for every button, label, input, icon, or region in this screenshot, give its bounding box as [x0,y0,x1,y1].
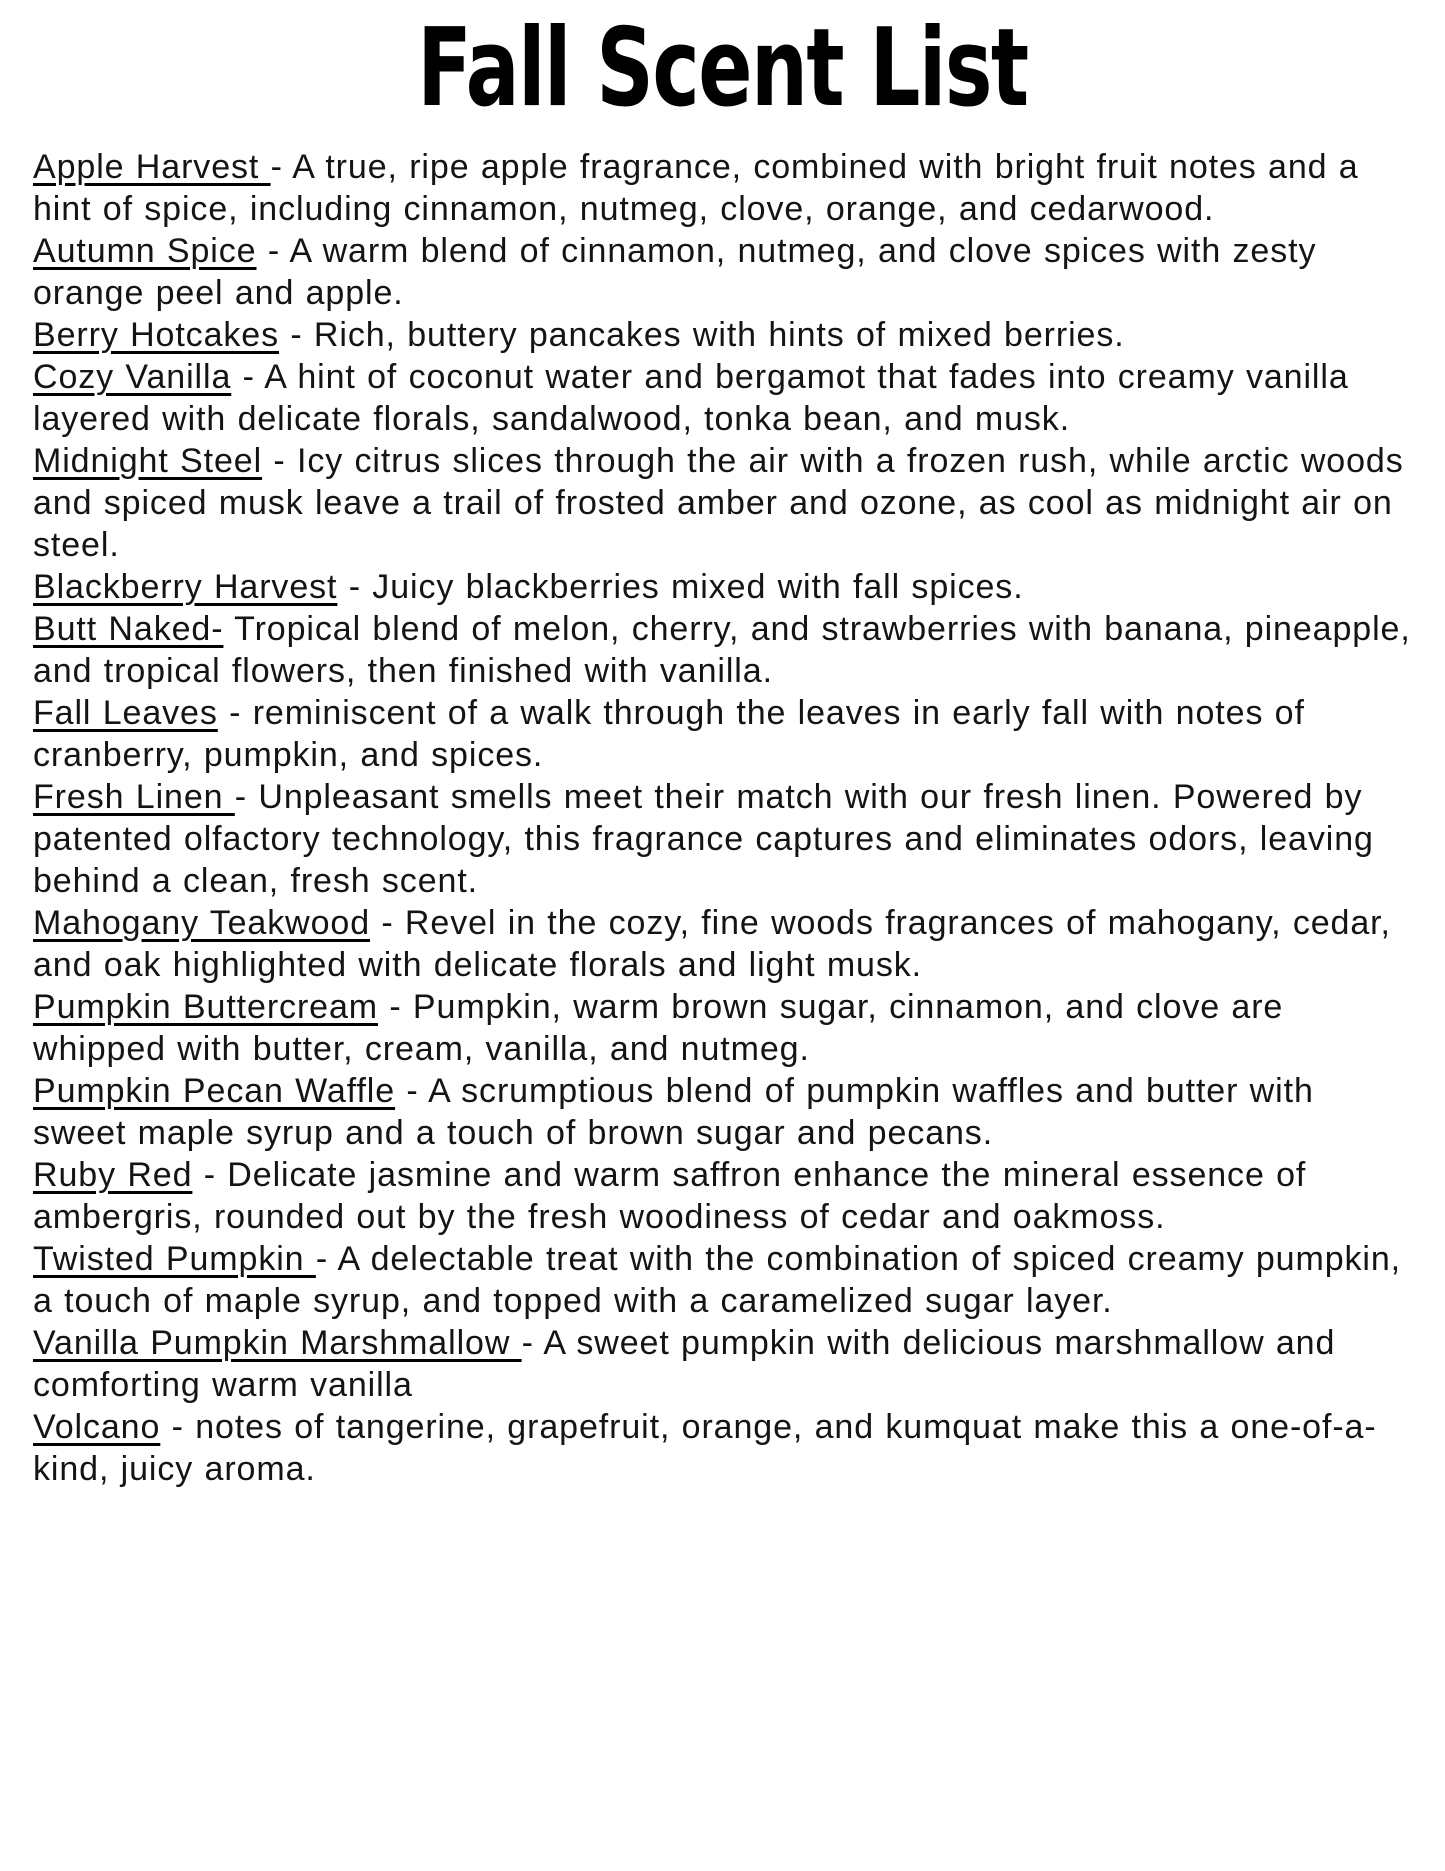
scent-description: - notes of tangerine, grapefruit, orange, and kumquat make this a one-of-a-kind, juicy aroma. [33,1408,1377,1488]
scent-entry [33,692,1412,776]
scent-description: - A delectable treat with the combination of spiced creamy pumpkin, a touch of maple syrup, and topped with a caramelized sugar layer. [33,1240,1402,1320]
scent-entry [33,146,1412,230]
scent-description: - A sweet pumpkin with delicious marshmallow and comforting warm vanilla [33,1324,1336,1404]
scent-entry [33,902,1412,986]
scent-entry [33,1406,1412,1490]
scent-name: Pumpkin Pecan Waffle [33,1072,396,1110]
scent-description: - Revel in the cozy, fine woods fragrances of mahogany, cedar, and oak highlighted with delicate florals and light musk. [33,904,1391,984]
scent-name: Butt Naked- [33,610,224,648]
scent-name: Autumn Spice [33,232,257,270]
scent-description: - A hint of coconut water and bergamot that fades into creamy vanilla layered with delicate florals, sandalwood, tonka bean, and musk. [33,358,1349,438]
scent-entry [33,1322,1412,1406]
scent-entry [33,608,1412,692]
scent-name: Fall Leaves [33,694,218,732]
scent-entry [33,986,1412,1070]
scent-entry [33,776,1412,902]
scent-name: Cozy Vanilla [33,358,232,396]
scent-name: Fresh Linen [33,778,235,816]
scent-name: Apple Harvest [33,148,271,186]
scent-name: Midnight Steel [33,442,263,480]
scent-entry [33,1154,1412,1238]
scent-description: - A warm blend of cinnamon, nutmeg, and clove spices with zesty orange peel and apple. [33,232,1317,312]
scent-description: - Icy citrus slices through the air with a frozen rush, while arctic woods and spiced musk leave a trail of frosted amber and ozone, as cool as midnight air on steel. [33,442,1404,564]
scent-description: Tropical blend of melon, cherry, and strawberries with banana, pineapple, and tropical flowers, then finished with vanilla. [33,610,1411,690]
scent-name: Volcano [33,1408,161,1446]
scent-description: - A scrumptious blend of pumpkin waffles and butter with sweet maple syrup and a touch of brown sugar and pecans. [33,1072,1314,1152]
scent-name: Ruby Red [33,1156,193,1194]
scent-name: Twisted Pumpkin [33,1240,316,1278]
scent-name: Pumpkin Buttercream [33,988,379,1026]
scent-description: - Delicate jasmine and warm saffron enhance the mineral essence of ambergris, rounded out by the fresh woodiness of cedar and oakmoss. [33,1156,1307,1236]
page-title-text: Fall Scent List [417,6,1028,131]
scent-name: Vanilla Pumpkin Marshmallow [33,1324,522,1362]
scent-description: - Juicy blackberries mixed with fall spices. [337,568,1024,606]
scent-entry [33,1238,1412,1322]
scent-name: Berry Hotcakes [33,316,280,354]
scent-description: - Pumpkin, warm brown sugar, cinnamon, and clove are whipped with butter, cream, vanilla, and nutmeg. [33,988,1284,1068]
page-title [33,0,1412,132]
scent-entry [33,314,1412,356]
scent-description: - reminiscent of a walk through the leaves in early fall with notes of cranberry, pumpkin, and spices. [33,694,1305,774]
scent-entry [33,356,1412,440]
scent-description: - Unpleasant smells meet their match with our fresh linen. Powered by patented olfactory technology, this fragrance captures and eliminates odors, leaving behind a clean, fresh scent. [33,778,1374,900]
scent-list [33,146,1412,1490]
scent-entry [33,1070,1412,1154]
scent-entry [33,440,1412,566]
scent-name: Blackberry Harvest [33,568,338,606]
scent-entry [33,566,1412,608]
scent-description: - A true, ripe apple fragrance, combined with bright fruit notes and a hint of spice, including cinnamon, nutmeg, clove, orange, and cedarwood. [33,148,1359,228]
scent-description: - Rich, buttery pancakes with hints of mixed berries. [279,316,1125,354]
scent-entry [33,230,1412,314]
scent-name: Mahogany Teakwood [33,904,371,942]
